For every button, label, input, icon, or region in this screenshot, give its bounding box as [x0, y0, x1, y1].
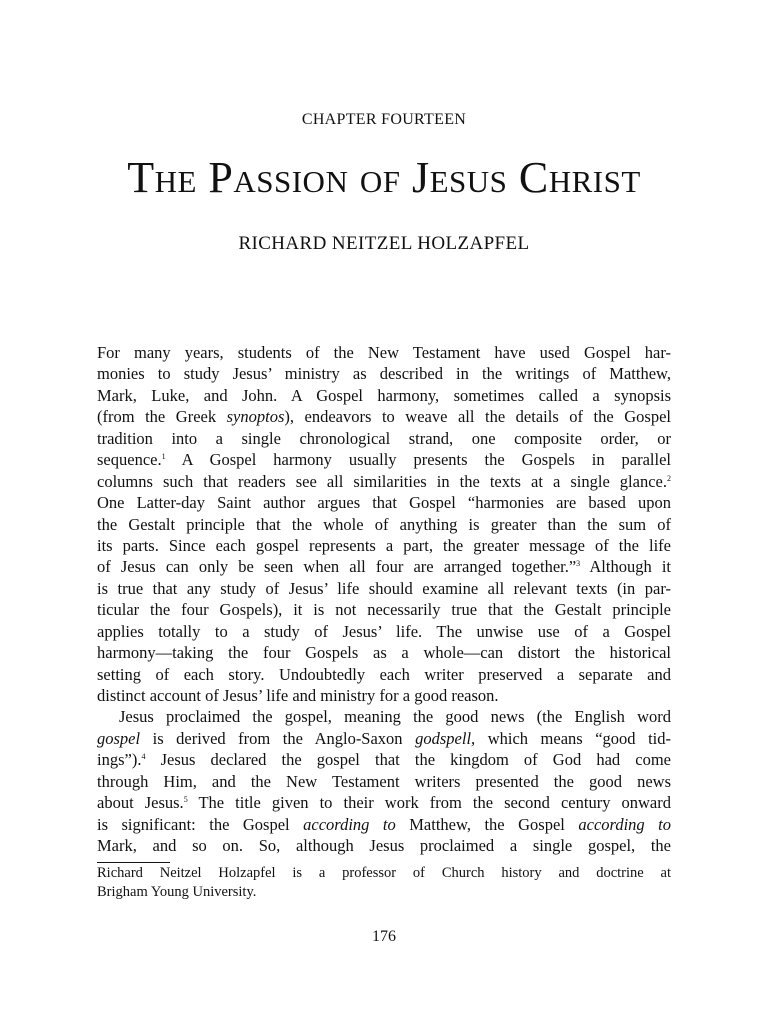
text-segment: of Jesus can only be seen when all four are arranged together.”: [97, 557, 577, 577]
text-segment: sequence.: [97, 450, 162, 470]
footnote-line: Brigham Young University.: [97, 884, 257, 900]
text-segment: A Gospel harmony usually presents the Gospels in parallel: [165, 450, 671, 470]
text-line: [97, 814, 671, 835]
text-segment: setting of each story. Undoubtedly each writer preserved a separate and: [97, 664, 671, 684]
footnote-line: Richard Neitzel Holzapfel is a professor of Church history and doctrine at: [97, 865, 671, 881]
text-segment: according to: [303, 814, 396, 834]
footnote-marker: 3: [576, 559, 581, 569]
text-segment: Jesus declared the gospel that the kingdom of God had come: [145, 750, 671, 770]
footnote-marker: 2: [667, 473, 671, 483]
text-segment: Mark, Luke, and John. A Gospel harmony, sometimes called a synopsis: [97, 385, 671, 405]
text-segment: the Gestalt principle that the whole of anything is greater than the sum of: [97, 514, 671, 534]
text-line: [97, 792, 671, 813]
text-segment: its parts. Since each gospel represents a part, the greater message of the life: [97, 535, 671, 555]
footnote-marker: 1: [161, 452, 166, 462]
text-line: [97, 706, 671, 727]
text-segment: columns such that readers see all similarities in the texts at a single glance.: [97, 471, 667, 491]
text-line: [97, 664, 671, 685]
text-segment: monies to study Jesus’ ministry as described in the writings of Matthew,: [97, 364, 671, 384]
text-segment: applies totally to a study of Jesus’ life. The unwise use of a Gospel: [97, 621, 671, 641]
chapter-label: CHAPTER FOURTEEN: [301, 111, 467, 128]
text-segment: ticular the four Gospels), it is not necessarily true that the Gestalt principle: [97, 600, 671, 620]
text-segment: One Latter-day Saint author argues that Gospel “harmonies are based upon: [97, 493, 671, 513]
text-segment: For many years, students of the New Testament have used Gospel har-: [97, 343, 671, 362]
text-segment: gospel: [97, 728, 141, 748]
text-line: [97, 406, 671, 427]
page-number: 176: [372, 928, 396, 945]
text-segment: Jesus proclaimed the gospel, meaning the good news (the English word: [119, 707, 671, 727]
footnote-marker: 5: [183, 795, 188, 805]
text-segment: (from the Greek: [97, 407, 227, 427]
text-segment: distinct account of Jesus’ life and ministry for a good reason.: [97, 686, 499, 705]
footnote-rule: [97, 862, 170, 863]
text-line: [97, 492, 671, 513]
footnote-marker: 4: [141, 752, 146, 762]
text-segment: Matthew, the Gospel: [395, 814, 579, 834]
text-line: [97, 771, 671, 792]
text-line: [97, 556, 671, 577]
text-line: [97, 835, 671, 856]
text-segment: godspell,: [415, 728, 476, 748]
text-segment: The title given to their work from the second century onward: [187, 793, 671, 813]
author-name: RICHARD NEITZEL HOLZAPFEL: [238, 233, 530, 254]
text-segment: ings”).: [97, 750, 142, 770]
text-line: [97, 535, 671, 556]
text-segment: is true that any study of Jesus’ life should examine all relevant texts (in par-: [97, 578, 671, 598]
text-line: [97, 385, 671, 406]
text-line: [97, 599, 671, 620]
text-line: [97, 578, 671, 599]
text-segment: about Jesus.: [97, 793, 184, 813]
text-segment: according to: [578, 814, 671, 834]
text-segment: synoptos: [226, 407, 285, 427]
text-line: [97, 728, 671, 749]
text-line: [97, 642, 671, 663]
text-segment: Although it: [580, 557, 671, 577]
text-line: [97, 471, 671, 492]
text-line: [97, 514, 671, 535]
text-segment: is derived from the Anglo-Saxon: [140, 728, 416, 748]
text-segment: ), endeavors to weave all the details of the Gospel: [284, 407, 671, 427]
chapter-title: The Passion of Jesus Christ: [127, 153, 641, 202]
text-segment: harmony—taking the four Gospels as a whole—can distort the historical: [97, 643, 671, 663]
text-line: [97, 621, 671, 642]
text-line: [97, 449, 671, 470]
text-line: [97, 685, 671, 706]
body-text: [97, 342, 671, 857]
text-segment: tradition into a single chronological strand, one composite order, or: [97, 428, 671, 448]
text-line: [97, 428, 671, 449]
text-segment: Mark, and so on. So, although Jesus proclaimed a single gospel, the: [97, 836, 671, 856]
text-line: [97, 363, 671, 384]
text-segment: which means “good tid-: [475, 728, 672, 748]
author-footnote: [97, 864, 671, 902]
text-line: [97, 749, 671, 770]
text-line: [97, 342, 671, 363]
text-segment: is significant: the Gospel: [97, 814, 304, 834]
text-segment: through Him, and the New Testament writers presented the good news: [97, 771, 671, 791]
